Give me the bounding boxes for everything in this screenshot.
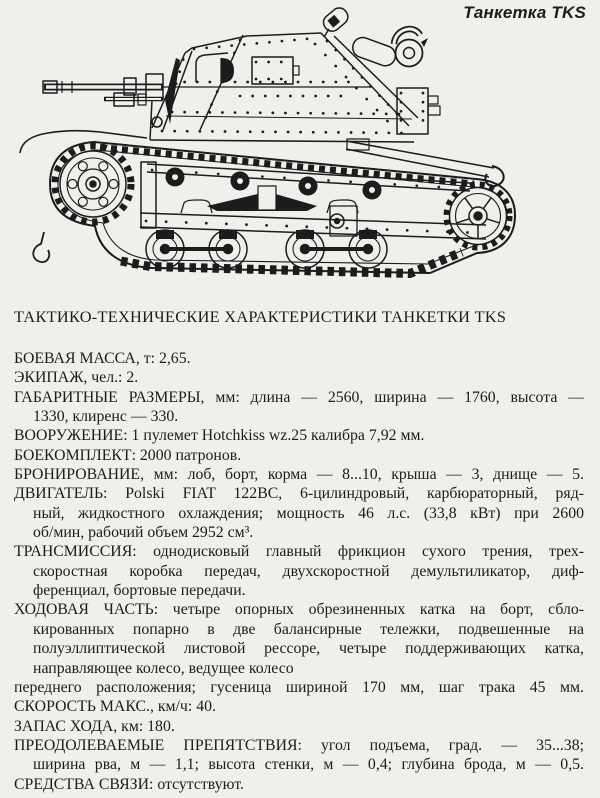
rear-box (397, 88, 440, 134)
spec-line: ДВИГАТЕЛЬ: Polski FIAT 122BC, 6-цилиндровый, карбюраторный, ряд- (14, 485, 584, 503)
spec-line: направляющее колесо, ведущее колесо (33, 659, 294, 677)
spec-line: ЭКИПАЖ, чел.: 2. (14, 369, 139, 387)
spec-line: скоростная коробка передач, двухскоростной демультиликатор, диф- (33, 562, 584, 580)
spec-line: СКОРОСТЬ МАКС., км/ч: 40. (14, 698, 216, 716)
page-title: Танкетка TKS (463, 3, 586, 22)
spec-line: ВООРУЖЕНИЕ: 1 пулемет Hotchkiss wz.25 калибра 7,92 мм. (14, 427, 425, 445)
machine-gun (43, 74, 163, 106)
spec-line: 1330, клиренс — 330. (33, 408, 179, 426)
specs-body (0, 349, 600, 794)
spec-line: БОЕВАЯ МАССА, т: 2,65. (14, 350, 191, 367)
idler-wheel (450, 188, 507, 245)
spec-line: БОЕКОМПЛЕКТ: 2000 патронов. (14, 446, 242, 464)
spec-line: ТРАНСМИССИЯ: однодисковый главный фрикцион сухого трения, трех- (14, 543, 584, 561)
spec-line: переднего расположения; гусеница шириной 170 мм, шаг трака 45 мм. (14, 678, 584, 696)
spec-line: ширина рва, м — 1,1; высота стенки, м — 0,4; глубина брода, м — 0,5. (33, 756, 584, 774)
side-hatch (252, 57, 293, 84)
spec-line: ный, жидкостного охлаждения; мощность 46 л.с. (33,8 кВт) при 2600 (33, 504, 584, 522)
tks-tankette-line-drawing (0, 0, 600, 300)
spec-line: ПРЕОДОЛЕВАЕМЫЕ ПРЕПЯТСТВИЯ: угол подъема, град. — 35...38; (14, 736, 584, 754)
drive-sprocket (60, 151, 126, 217)
front-hook (33, 232, 49, 262)
spec-line: СРЕДСТВА СВЯЗИ: отсутствуют. (14, 775, 244, 793)
spec-line: кированных попарно в две балансирные тележки, подвешенные на (33, 620, 584, 638)
specs-heading: ТАКТИКО-ТЕХНИЧЕСКИЕ ХАРАКТЕРИСТИКИ ТАНКЕТКИ TKS (14, 307, 507, 326)
towing-eye (152, 117, 162, 127)
spec-line: ГАБАРИТНЫЕ РАЗМЕРЫ, мм: длина — 2560, ширина — 1760, высота — (14, 388, 584, 406)
spec-line: об/мин, рабочий объем 2952 см³. (33, 524, 254, 542)
spec-line: ЗАПАС ХОДА, км: 180. (14, 717, 175, 735)
spec-line: БРОНИРОВАНИЕ, мм: лоб, борт, корма — 8...10, крыша — 3, днище — 5. (14, 466, 584, 484)
spec-line: полуэллиптической листовой рессоре, четыре поддерживающих катка, (33, 640, 584, 658)
spec-line: ференциал, бортовые передачи. (33, 582, 246, 600)
spec-line: ХОДОВАЯ ЧАСТЬ: четыре опорных обрезиненных катка на борт, сбло- (14, 601, 584, 619)
roof-pennant (320, 5, 351, 37)
